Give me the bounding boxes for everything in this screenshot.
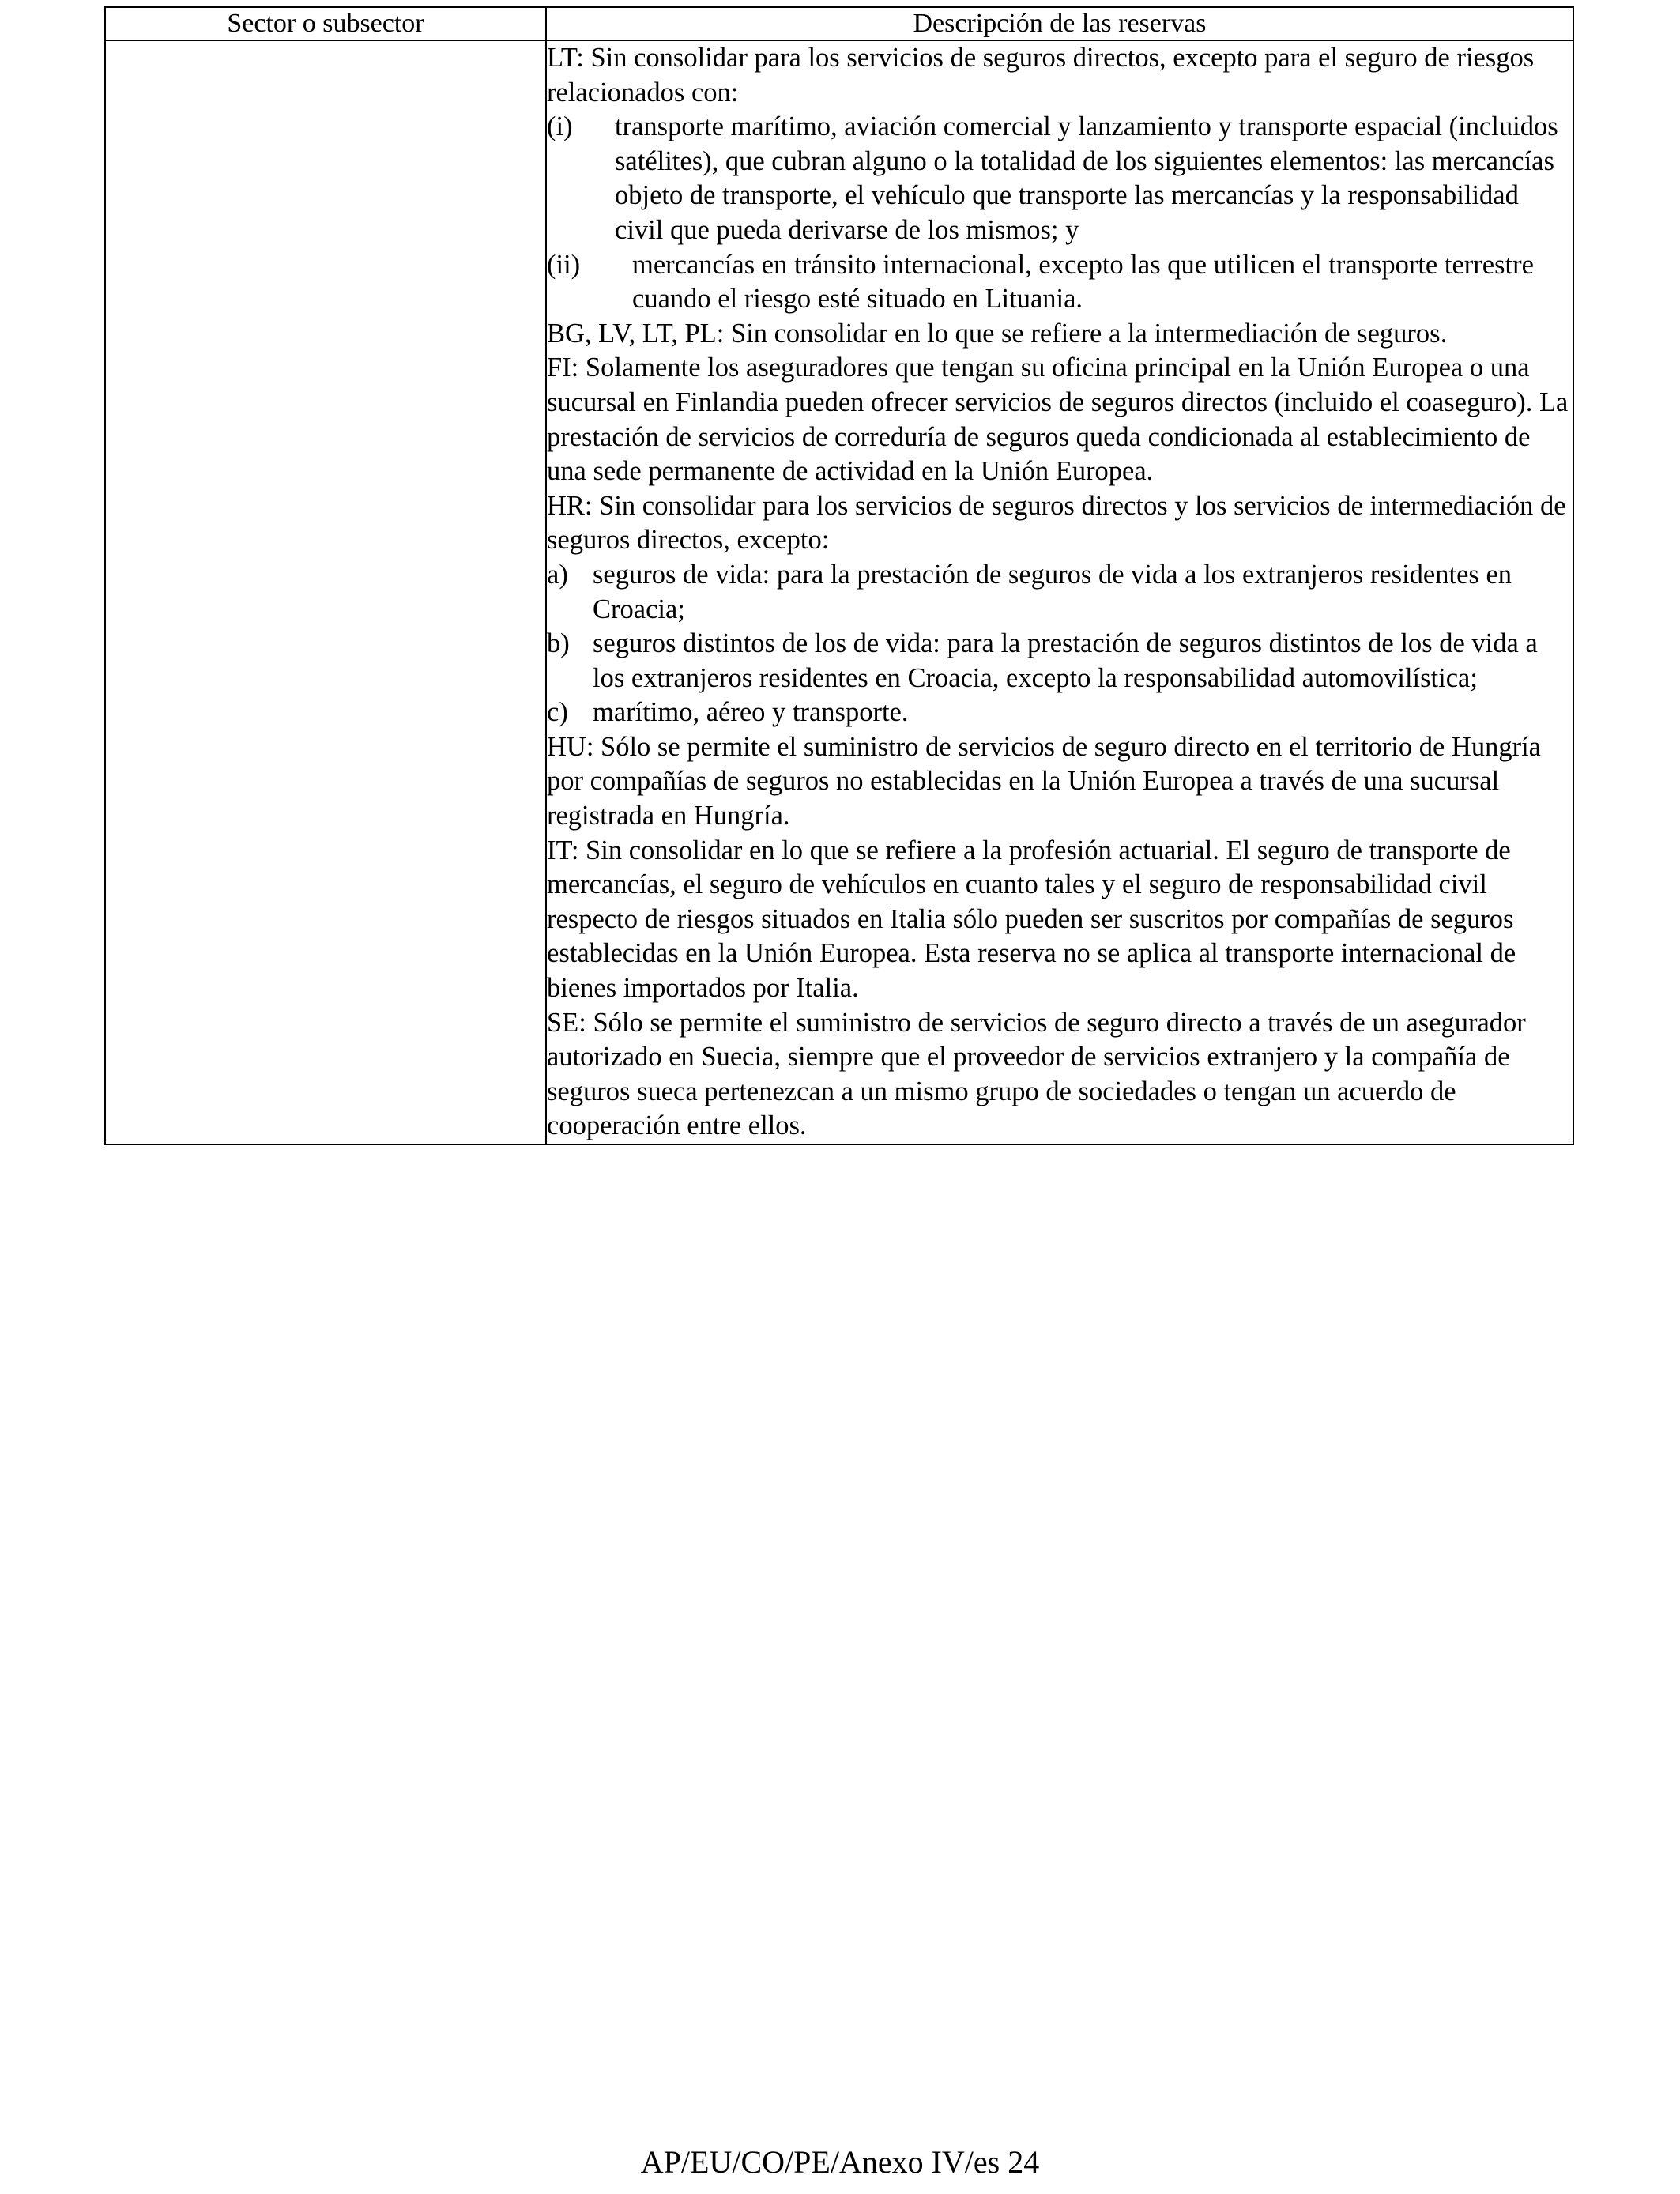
se-paragraph: SE: Sólo se permite el suministro de servicios de seguro directo a través de un asegurador autorizado en Suecia, siempre que el proveedor de servicios extranjero y la compañía de seguros sueca pertenezcan a un mismo grupo de sociedades o tengan un acuerdo de cooperación entre ellos. xyxy=(547,1007,1526,1141)
it-paragraph: IT: Sin consolidar en lo que se refiere a la profesión actuarial. El seguro de transporte de mercancías, el seguro de vehículos en cuanto tales y el seguro de responsabilidad civil respecto de riesgos situados en Italia sólo pueden ser suscritos por compañías de seguros establecidas en la Unión Europea. Esta reserva no se aplica al transporte internacional de bienes importados por Italia. xyxy=(547,835,1516,1004)
description-cell xyxy=(546,40,1573,1144)
reservations-table xyxy=(104,6,1574,1145)
list-text: marítimo, aéreo y transporte. xyxy=(593,697,909,728)
header-description: Descripción de las reservas xyxy=(546,7,1573,40)
list-label: (i) xyxy=(547,111,573,142)
hr-item-c xyxy=(547,696,1573,730)
list-text: transporte marítimo, aviación comercial y lanzamiento y transporte espacial (incluidos satélites), que cubran alguno o la totalidad de los siguientes elementos: las mercancías objeto de transporte, el vehículo que transporte las mercancías y la responsabilidad civil que pueda derivarse de los mismos; y xyxy=(615,111,1558,245)
table-header-row xyxy=(105,7,1573,40)
list-label: a) xyxy=(547,559,568,590)
hr-intro: HR: Sin consolidar para los servicios de seguros directos y los servicios de intermediación de seguros directos, excepto: xyxy=(547,490,1566,556)
lt-intro: LT: Sin consolidar para los servicios de seguros directos, excepto para el seguro de riesgos relacionados con: xyxy=(547,43,1535,107)
hr-item-a xyxy=(547,558,1573,627)
list-text: seguros distintos de los de vida: para la prestación de seguros distintos de los de vida a los extranjeros residentes en Croacia, excepto la responsabilidad automovilística; xyxy=(593,628,1538,693)
list-label: c) xyxy=(547,697,568,728)
list-text: seguros de vida: para la prestación de seguros de vida a los extranjeros residentes en Croacia; xyxy=(593,559,1512,624)
sector-cell xyxy=(105,40,546,1144)
list-text: mercancías en tránsito internacional, excepto las que utilicen el transporte terrestre cuando el riesgo esté situado en Lituania. xyxy=(632,249,1534,315)
list-label: b) xyxy=(547,628,570,659)
lt-item-i xyxy=(547,110,1573,247)
hr-item-b xyxy=(547,627,1573,696)
lt-item-ii xyxy=(547,248,1573,317)
fi-paragraph: FI: Solamente los aseguradores que tengan su oficina principal en la Unión Europea o una sucursal en Finlandia pueden ofrecer servicios de seguros directos (incluido el coaseguro). La prestación de servicios de correduría de seguros queda condicionada al establecimiento de una sede permanente de actividad en la Unión Europea. xyxy=(547,352,1569,487)
table-row xyxy=(105,40,1573,1144)
hu-paragraph: HU: Sólo se permite el suministro de servicios de seguro directo en el territorio de Hungría por compañías de seguros no establecidas en la Unión Europea a través de una sucursal registrada en Hungría. xyxy=(547,731,1541,831)
header-sector: Sector o subsector xyxy=(105,7,546,40)
page-footer: AP/EU/CO/PE/Anexo IV/es 24 xyxy=(640,2144,1040,2180)
list-label: (ii) xyxy=(547,249,581,280)
bg-paragraph: BG, LV, LT, PL: Sin consolidar en lo que se refiere a la intermediación de seguros. xyxy=(547,318,1448,349)
